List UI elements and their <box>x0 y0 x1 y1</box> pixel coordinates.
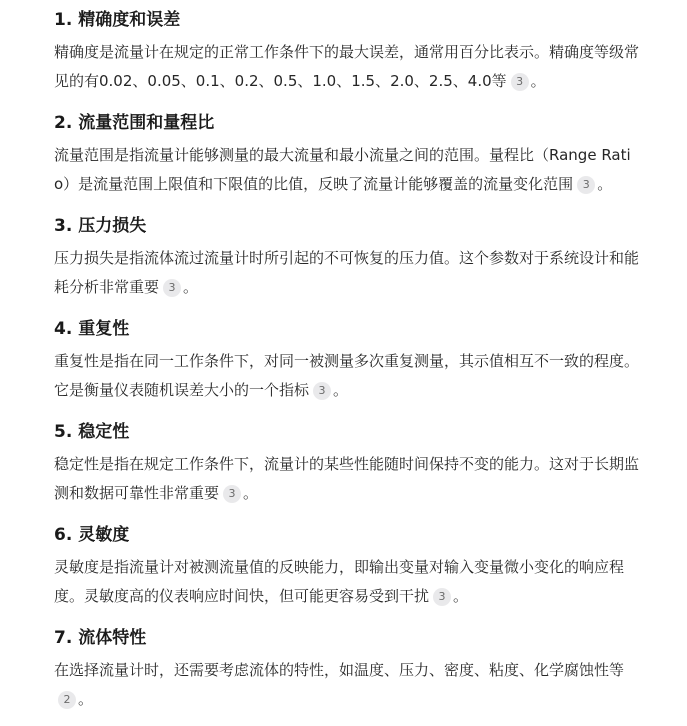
section-heading: 2. 流量范围和量程比 <box>54 113 215 133</box>
section-paragraph <box>54 38 647 95</box>
paragraph-end: 。 <box>597 174 613 193</box>
section-heading: 3. 压力损失 <box>54 216 147 236</box>
section-fluid-properties <box>54 626 647 713</box>
citation-badge[interactable]: 3 <box>223 485 241 503</box>
section-heading: 5. 稳定性 <box>54 422 130 442</box>
section-paragraph <box>54 347 647 404</box>
section-sensitivity <box>54 523 647 610</box>
section-stability <box>54 420 647 507</box>
citation-badge[interactable]: 3 <box>433 588 451 606</box>
citation-badge[interactable]: 3 <box>511 73 529 91</box>
citation-badge[interactable]: 3 <box>163 279 181 297</box>
paragraph-text: 在选择流量计时，还需要考虑流体的特性，如温度、压力、密度、粘度、化学腐蚀性等 <box>54 661 625 679</box>
section-paragraph <box>54 656 647 713</box>
paragraph-text: 灵敏度是指流量计对被测流量值的反映能力，即输出变量对输入变量微小变化的响应程度。灵敏度高的仪表响应时间快，但可能更容易受到干扰 <box>54 558 625 605</box>
paragraph-text: 重复性是指在同一工作条件下，对同一被测量多次重复测量，其示值相互不一致的程度。它是衡量仪表随机误差大小的一个指标 <box>54 352 640 399</box>
section-paragraph <box>54 141 647 198</box>
paragraph-end: 。 <box>530 71 546 90</box>
citation-badge[interactable]: 3 <box>577 176 595 194</box>
section-pressure-loss <box>54 214 647 301</box>
section-paragraph <box>54 553 647 610</box>
section-repeatability <box>54 317 647 404</box>
citation-badge[interactable]: 3 <box>313 382 331 400</box>
section-heading: 1. 精确度和误差 <box>54 10 181 30</box>
section-paragraph <box>54 450 647 507</box>
paragraph-text: 流量范围是指流量计能够测量的最大流量和最小流量之间的范围。量程比（Range Ratio）是流量范围上限值和下限值的比值，反映了流量计能够覆盖的流量变化范围 <box>54 146 631 193</box>
paragraph-end: 。 <box>183 277 199 296</box>
section-paragraph <box>54 244 647 301</box>
section-heading: 7. 流体特性 <box>54 628 147 648</box>
paragraph-text: 精确度是流量计在规定的正常工作条件下的最大误差，通常用百分比表示。精确度等级常见的有0.02、0.05、0.1、0.2、0.5、1.0、1.5、2.0、2.5、4.0等 <box>54 43 640 90</box>
paragraph-text: 稳定性是指在规定工作条件下，流量计的某些性能随时间保持不变的能力。这对于长期监测和数据可靠性非常重要 <box>54 455 640 502</box>
section-heading: 4. 重复性 <box>54 319 130 339</box>
paragraph-end: 。 <box>333 380 349 399</box>
section-flow-range <box>54 111 647 198</box>
paragraph-end: 。 <box>78 689 94 708</box>
citation-badge[interactable]: 2 <box>58 691 76 709</box>
section-accuracy <box>54 8 647 95</box>
paragraph-end: 。 <box>243 483 259 502</box>
paragraph-text: 压力损失是指流体流过流量计时所引起的不可恢复的压力值。这个参数对于系统设计和能耗分析非常重要 <box>54 249 640 296</box>
paragraph-end: 。 <box>453 586 469 605</box>
section-heading: 6. 灵敏度 <box>54 525 130 545</box>
